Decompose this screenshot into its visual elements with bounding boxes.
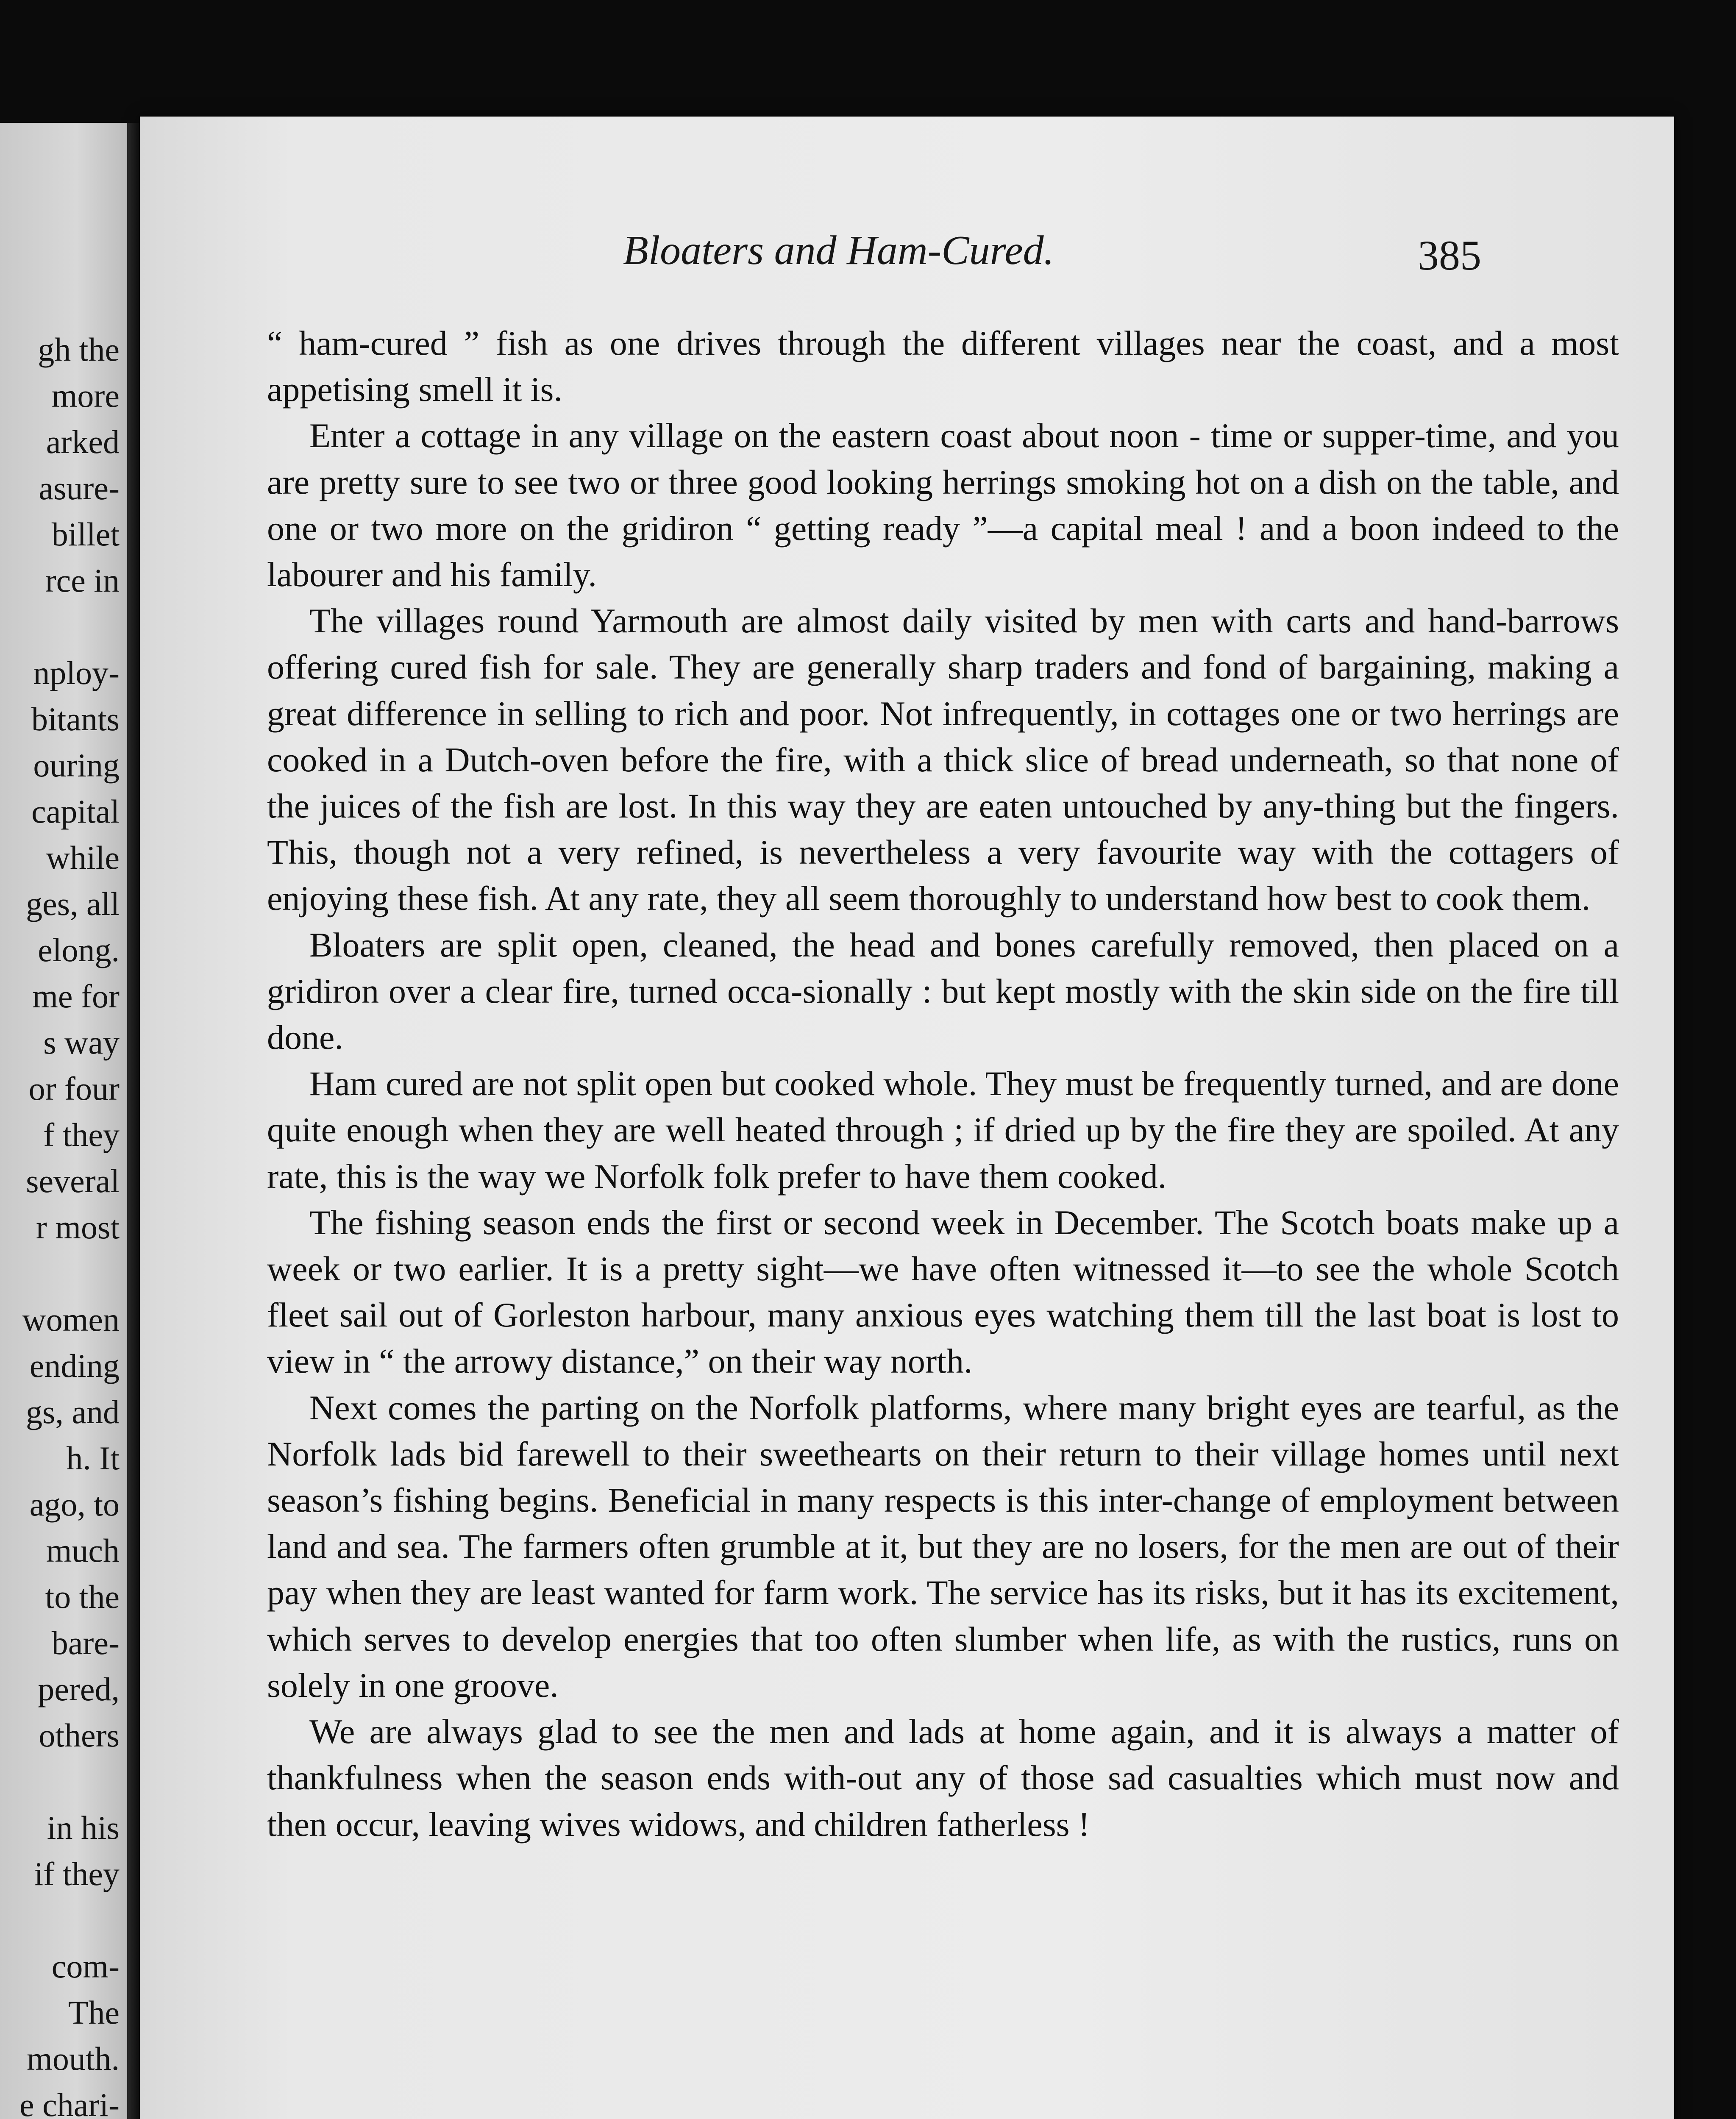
book-page bbox=[140, 117, 1674, 2119]
facing-page-left bbox=[0, 123, 127, 2119]
facing-page-line: com- bbox=[51, 1948, 120, 1985]
facing-page-line: mouth. bbox=[27, 2040, 120, 2077]
facing-page-line: ouring bbox=[33, 747, 120, 784]
facing-page-line: billet bbox=[51, 516, 120, 553]
facing-page-line: The bbox=[68, 1994, 120, 2031]
facing-page-line: ago, to bbox=[29, 1486, 120, 1523]
facing-page-line bbox=[0, 1758, 120, 1805]
facing-page-line: in his bbox=[47, 1809, 120, 1846]
paragraph-5: Ham cured are not split open but cooked whole. They must be frequently turned, and are done quite enough when they are well heated through ; if dried up by the fire they are spoiled. At any rate, this is the way we Norfolk folk prefer to have them cooked. bbox=[267, 1064, 1619, 1196]
facing-page-line bbox=[0, 603, 120, 650]
paragraph-8: We are always glad to see the men and lads at home again, and it is always a matter of thankfulness when the season ends with-out any of those sad casualties which must now and then occur, leaving wives widows, and children fatherless ! bbox=[267, 1712, 1619, 1844]
facing-page-line: or four bbox=[28, 1070, 120, 1107]
facing-page-line: ges, all bbox=[26, 885, 120, 922]
facing-page-text-fragments bbox=[0, 326, 120, 2119]
facing-page-line: me for bbox=[32, 978, 120, 1015]
facing-page-line: e chari- bbox=[19, 2086, 120, 2119]
facing-page-line bbox=[0, 1250, 120, 1296]
facing-page-line: nploy- bbox=[33, 654, 120, 691]
article-body bbox=[267, 320, 1619, 1847]
facing-page-line: s way bbox=[43, 1024, 120, 1061]
facing-page-line: pered, bbox=[38, 1671, 120, 1707]
running-title: Bloaters and Ham-Cured. bbox=[623, 228, 1054, 273]
facing-page-line: others bbox=[39, 1717, 120, 1754]
facing-page-line: several bbox=[26, 1162, 120, 1199]
facing-page-line: f they bbox=[43, 1116, 120, 1153]
facing-page-line: women bbox=[22, 1301, 120, 1338]
facing-page-line: bare- bbox=[51, 1624, 120, 1661]
facing-page-line: bitants bbox=[31, 701, 120, 737]
facing-page-line: h. It bbox=[66, 1440, 120, 1477]
facing-page-line: gh the bbox=[38, 331, 120, 368]
facing-page-line: r most bbox=[36, 1209, 120, 1246]
page-number: 385 bbox=[1418, 232, 1481, 279]
facing-page-line: rce in bbox=[45, 562, 120, 599]
paragraph-2: Enter a cottage in any village on the eastern coast about noon - time or supper-time, and you are pretty sure to see two or three good looking herrings smoking hot on a dish on the table, and one or two more on the gridiron “ getting ready ”—a capital meal ! and a boon indeed to the labourer and his family. bbox=[267, 416, 1619, 594]
facing-page-line: more bbox=[51, 377, 120, 414]
paragraph-6: The fishing season ends the first or second week in December. The Scotch boats make up a week or two earlier. It is a pretty sight—we have often witnessed it—to see the whole Scotch fleet sail out of Gorleston harbour, many anxious eyes watching them till the last boat is lost to view in “ the arrowy distance,” on their way north. bbox=[267, 1203, 1619, 1381]
facing-page-line bbox=[0, 1897, 120, 1943]
paragraph-3: The villages round Yarmouth are almost daily visited by men with carts and hand-barrows offering cured fish for sale. They are generally sharp traders and fond of bargaining, making a great difference in selling to rich and poor. Not infrequently, in cottages one or two herrings are cooked in a Dutch-oven before the fire, with a thick slice of bread underneath, so that none of the juices of the fish are lost. In this way they are eaten untouched by any-thing but the fingers. This, though not a very refined, is nevertheless a very favourite way with the cottagers of enjoying these fish. At any rate, they all seem thoroughly to understand how best to cook them. bbox=[267, 601, 1619, 918]
facing-page-line: ending bbox=[29, 1347, 120, 1384]
facing-page-line: arked bbox=[46, 423, 120, 460]
facing-page-line: to the bbox=[45, 1578, 120, 1615]
paragraph-1: “ ham-cured ” fish as one drives through the different villages near the coast, and a most appetising smell it is. bbox=[267, 324, 1619, 409]
facing-page-line: capital bbox=[31, 793, 120, 830]
facing-page-line: while bbox=[46, 839, 120, 876]
facing-page-line: if they bbox=[34, 1855, 120, 1892]
facing-page-line: elong. bbox=[38, 932, 120, 968]
facing-page-line: asure- bbox=[39, 470, 120, 506]
paragraph-4: Bloaters are split open, cleaned, the head and bones carefully removed, then placed on a gridiron over a clear fire, turned occa-sionally : but kept mostly with the skin side on the fire till done. bbox=[267, 925, 1619, 1057]
facing-page-line: much bbox=[46, 1532, 120, 1569]
facing-page-line: gs, and bbox=[26, 1393, 120, 1430]
paragraph-7: Next comes the parting on the Norfolk platforms, where many bright eyes are tearful, as the Norfolk lads bid farewell to their sweethearts on their return to their village homes until next season’s fishing begins. Beneficial in many respects is this inter-change of employment between land and sea. The farmers often grumble at it, but they are no losers, for the men are out of their pay when they are least wanted for farm work. The service has its risks, but it has its excitement, which serves to develop energies that too often slumber when life, as with the rustics, runs on solely in one groove. bbox=[267, 1388, 1619, 1705]
